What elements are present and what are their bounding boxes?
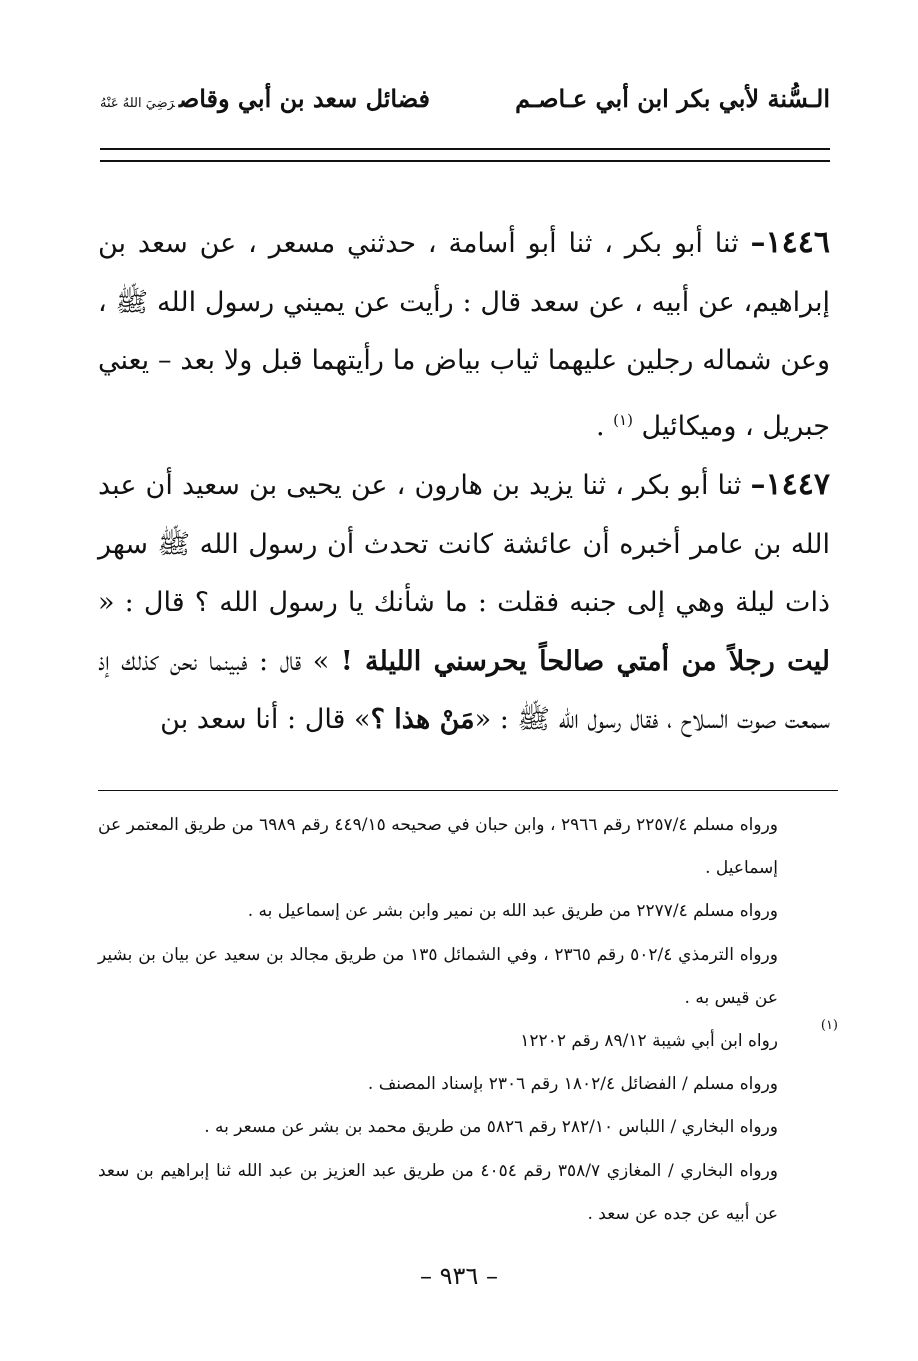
footnote-line: ورواه مسلم ٢٢٥٧/٤ رقم ٢٩٦٦ ، وابن حبان في صحيحه ٤٤٩/١٥ رقم ٦٩٨٩ من طريق المعتمر عن إسماعيل . [98,815,778,879]
honorific-glyph: رَضِيَ اللهُ عَنْهُ [100,95,175,111]
hadith-text: ثنا أبو بكر ، ثنا يزيد بن هارون ، عن يحيى بن سعيد أن عبد الله بن عامر أخبره أن عائشة كانت تحدث أن رسول الله ﷺ سهر ذات ليلة وهي إلى جنبه فقلت : ما شأنك يا رسول الله ؟ قال : « [98,470,830,618]
hadith-text: » قال : أنا سعد بن [160,704,371,735]
book-title: الـسُّنة لأبي بكر ابن أبي عـاصـم [515,83,830,113]
hadith-text: ثنا أبو بكر ، ثنا أبو أسامة ، حدثني مسعر ، عن سعد بن إبراهيم، عن أبيه ، عن سعد قال : رأيت عن يميني رسول الله ﷺ ، وعن شماله رجلين عليهما ثياب بياض ما رأيتهما قبل ولا بعد – يعني جبريل ، وميكائيل [98,228,830,442]
hadith-number: ١٤٤٧ [765,467,830,502]
hadith-ending: . [595,410,614,442]
main-text [98,214,830,750]
footnote-line: ورواه الترمذي ٥٠٢/٤ رقم ٢٣٦٥ ، وفي الشمائل ١٣٥ من طريق مجالد بن سعيد عن بيان بن بشير عن قيس به . [98,944,778,1008]
footnote-marker: (١) [820,1018,838,1033]
page-number: – ٩٣٦ – [420,1262,498,1290]
chapter-title: فضائل سعد بن أبي وقاص [178,83,431,113]
footnote-line: ورواه البخاري / المغازي ٣٥٨/٧ رقم ٤٠٥٤ من طريق عبد العزيز بن عبد الله ثنا إبراهيم بن سعد عن أبيه عن جده عن سعد . [98,1160,778,1224]
prophetic-quote: ليت رجلاً من أمتي صالحاً يحرسني الليلة ! [340,645,830,677]
footnote-line: رواه ابن أبي شيبة ٨٩/١٢ رقم ١٢٢٠٢ [520,1031,778,1052]
header-rule-bottom [100,160,830,162]
header-rule-top [100,148,830,150]
footnote-line: ورواه مسلم ٢٢٧٧/٤ من طريق عبد الله بن نمير وابن بشر عن إسماعيل به . [247,901,778,922]
footnotes [98,804,778,1236]
hadith-number: ١٤٤٦ [765,225,830,260]
running-header [100,78,830,118]
prophetic-quote: مَنْ هذا ؟ [370,704,475,735]
footnote-line: ورواه مسلم / الفضائل ١٨٠٢/٤ رقم ٢٣٠٦ بإسناد المصنف . [367,1074,778,1095]
hadith-dash: – [750,467,766,502]
footnote-separator [98,790,838,791]
hadith-1447 [98,456,830,750]
chapter-title-wrap [100,84,430,113]
footnote-ref[interactable]: (١) [613,410,633,429]
footnote-line: ورواه البخاري / اللباس ٢٨٢/١٠ رقم ٥٨٢٦ من طريق محمد بن بشر عن مسعر به . [204,1117,778,1138]
hadith-text: » قال : فبينما نحن كذلك إذ سمعت صوت السلاح ، فقال رسول الله ﷺ : « [98,645,830,735]
hadith-dash: – [750,225,766,260]
hadith-1446 [98,214,830,456]
